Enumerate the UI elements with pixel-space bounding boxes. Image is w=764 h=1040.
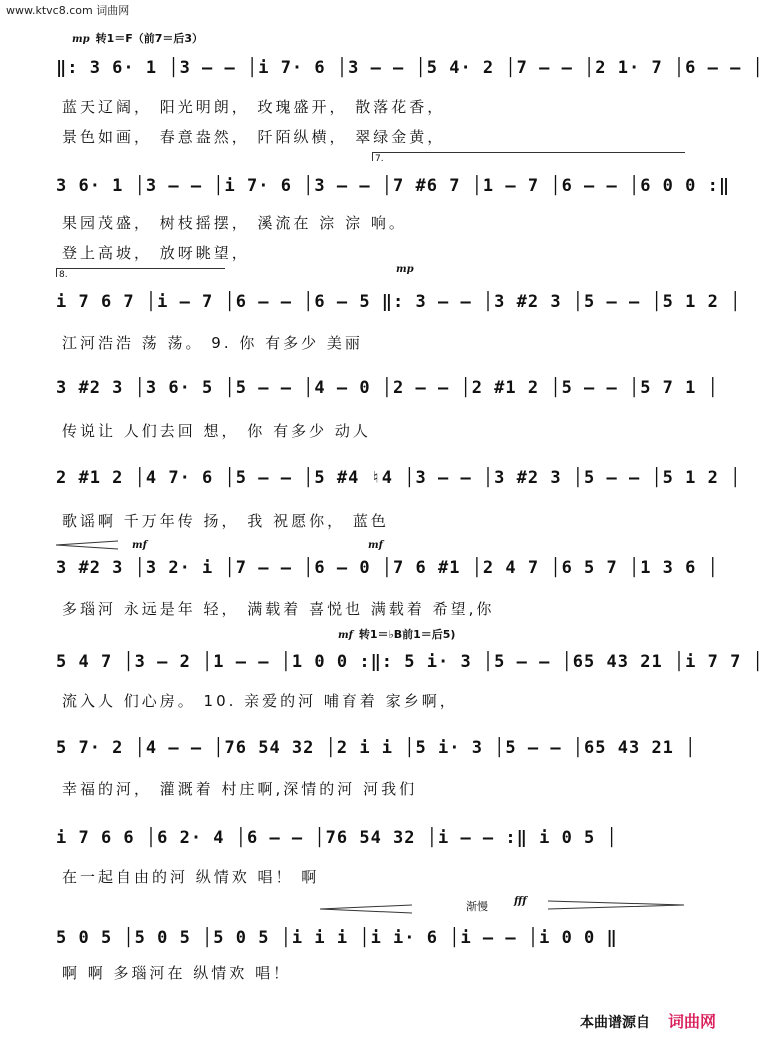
notation-row-2: 3 6· 1 │3 – – │i 7· 6 │3 – – │7 #6 7 │1 – 7 │6 – – │6 0 0 :‖: [56, 176, 731, 196]
notation-row-10: 5 0 5 │5 0 5 │5 0 5 │i i i │i i· 6 │i – – │i 0 0 ‖: [56, 928, 618, 948]
lyric-row-2-verse-1: 果园茂盛， 树枝摇摆， 溪流在 淙 淙 响。: [62, 214, 407, 232]
notation-row-7: 5 4 7 │3 – 2 │1 – – │1 0 0 :‖: 5 i· 3 │5 – – │65 43 21 │i 7 7 │: [56, 652, 764, 672]
dynamic-mf-2: mf: [368, 540, 383, 551]
lyric-row-7: 流入人 们心房。 10. 亲爱的河 哺育着 家乡啊，: [62, 692, 458, 710]
footer: [580, 1009, 716, 1032]
volta-8: 8.: [56, 268, 225, 277]
notation-row-4: 3 #2 3 │3 6· 5 │5 – – │4 – 0 │2 – – │2 #1 2 │5 – – │5 7 1 │: [56, 378, 719, 398]
lyric-row-3: 江河浩浩 荡 荡。 9. 你 有多少 美丽: [62, 334, 363, 352]
diminuendo-hairpin: [548, 900, 684, 910]
volta-7: 7.: [372, 152, 685, 161]
site-logo[interactable]: 词曲网: [667, 1012, 716, 1031]
lyric-row-2-verse-2: 登上高坡， 放呀眺望，: [62, 244, 250, 262]
lyric-row-6: 多瑙河 永远是年 轻， 满载着 喜悦也 满载着 希望,你: [62, 600, 495, 618]
dynamic-mp: mp: [72, 34, 90, 45]
lyric-row-1-verse-2: 景色如画， 春意盎然， 阡陌纵横， 翠绿金黄，: [62, 128, 446, 146]
lyric-row-10: 啊 啊 多瑙河在 纵情欢 唱！: [62, 964, 292, 982]
lyric-row-9: 在一起自由的河 纵情欢 唱！ 啊: [62, 868, 320, 886]
ritardando-mark: 渐慢: [466, 900, 488, 913]
lyric-row-8: 幸福的河， 灌溉着 村庄啊,深情的河 河我们: [62, 780, 418, 798]
crescendo-hairpin-2: [320, 904, 412, 914]
dynamic-mf-1: mf: [132, 540, 147, 551]
lyric-row-5: 歌谣啊 千万年传 扬， 我 祝愿你， 蓝色: [62, 512, 389, 530]
dynamic-mf-3: mf: [338, 630, 353, 641]
source-label: 本曲谱源自: [579, 1015, 650, 1031]
notation-row-3: i 7 6 7 │i – 7 │6 – – │6 – 5 ‖: 3 – – │3 #2 3 │5 – – │5 1 2 │: [56, 292, 742, 312]
lyric-row-4: 传说让 人们去回 想， 你 有多少 动人: [62, 422, 371, 440]
notation-row-8: 5 7· 2 │4 – – │76 54 32 │2 i i │5 i· 3 │5 – – │65 43 21 │: [56, 738, 697, 758]
dynamic-mp-2: mp: [396, 264, 414, 275]
notation-row-6: 3 #2 3 │3 2· i │7 – – │6 – 0 │7 6 #1 │2 4 7 │6 5 7 │1 3 6 │: [56, 558, 719, 578]
dynamic-fff: fff: [514, 896, 527, 907]
notation-row-9: i 7 6 6 │6 2· 4 │6 – – │76 54 32 │i – – :‖ i 0 5 │: [56, 828, 618, 848]
notation-row-5: 2 #1 2 │4 7· 6 │5 – – │5 #4 ♮4 │3 – – │3 #2 3 │5 – – │5 1 2 │: [56, 468, 742, 488]
lyric-row-1-verse-1: 蓝天辽阔， 阳光明朗， 玫瑰盛开， 散落花香，: [62, 98, 446, 116]
notation-row-1: ‖: 3 6· 1 │3 – – │i 7· 6 │3 – – │5 4· 2 │7 – – │2 1· 7 │6 – – │: [56, 58, 764, 78]
site-header[interactable]: www.ktvc8.com 词曲网: [6, 4, 130, 17]
key-change-1: mp 转1＝F（前7＝后3）: [72, 32, 204, 45]
crescendo-hairpin-1: [56, 540, 118, 550]
key-change-2: mf 转1＝♭B前1＝后5): [338, 628, 456, 641]
